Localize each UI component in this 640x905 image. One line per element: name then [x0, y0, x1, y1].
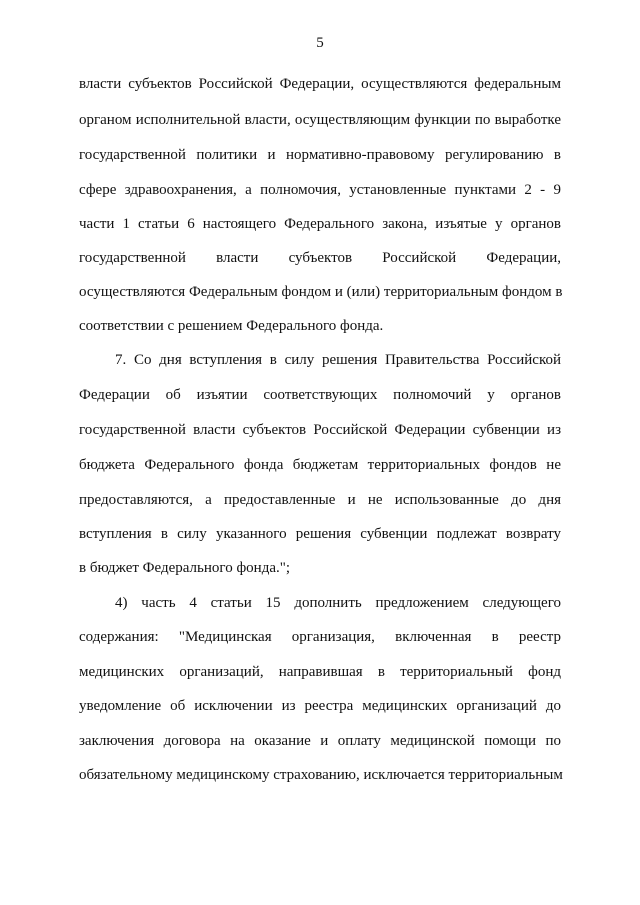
- text-line: государственной власти субъектов Российской Федерации субвенции из: [79, 422, 561, 438]
- text-line: государственной власти субъектов Российской Федерации,: [79, 250, 561, 266]
- text-line: содержания: "Медицинская организация, включенная в реестр: [79, 629, 561, 645]
- text-line: государственной политики и нормативно-правовому регулированию в: [79, 147, 561, 163]
- paragraph-7-first-line: 7. Со дня вступления в силу решения Правительства Российской: [115, 352, 561, 368]
- text-line: медицинских организаций, направившая в территориальный фонд: [79, 664, 561, 680]
- page-number: 5: [316, 35, 324, 51]
- text-line: сфере здравоохранения, а полномочия, установленные пунктами 2 - 9: [79, 182, 561, 198]
- item-4-first-line: 4) часть 4 статьи 15 дополнить предложением следующего: [115, 595, 561, 611]
- text-line: уведомление об исключении из реестра медицинских организаций до: [79, 698, 561, 714]
- text-line: бюджета Федерального фонда бюджетам территориальных фондов не: [79, 457, 561, 473]
- text-line: обязательному медицинскому страхованию, исключается территориальным: [79, 767, 563, 783]
- text-line: части 1 статьи 6 настоящего Федерального закона, изъятые у органов: [79, 216, 561, 232]
- text-line: власти субъектов Российской Федерации, осуществляются федеральным: [79, 76, 561, 92]
- text-line: органом исполнительной власти, осуществляющим функции по выработке: [79, 112, 561, 128]
- text-line: заключения договора на оказание и оплату медицинской помощи по: [79, 733, 561, 749]
- text-line: соответствии с решением Федерального фонда.: [79, 318, 384, 334]
- text-line: в бюджет Федерального фонда.";: [79, 560, 291, 576]
- text-line: Федерации об изъятии соответствующих полномочий у органов: [79, 387, 561, 403]
- text-line: вступления в силу указанного решения субвенции подлежат возврату: [79, 526, 561, 542]
- text-line: осуществляются Федеральным фондом и (или) территориальным фондом в: [79, 284, 563, 300]
- text-line: предоставляются, а предоставленные и не использованные до дня: [79, 492, 561, 508]
